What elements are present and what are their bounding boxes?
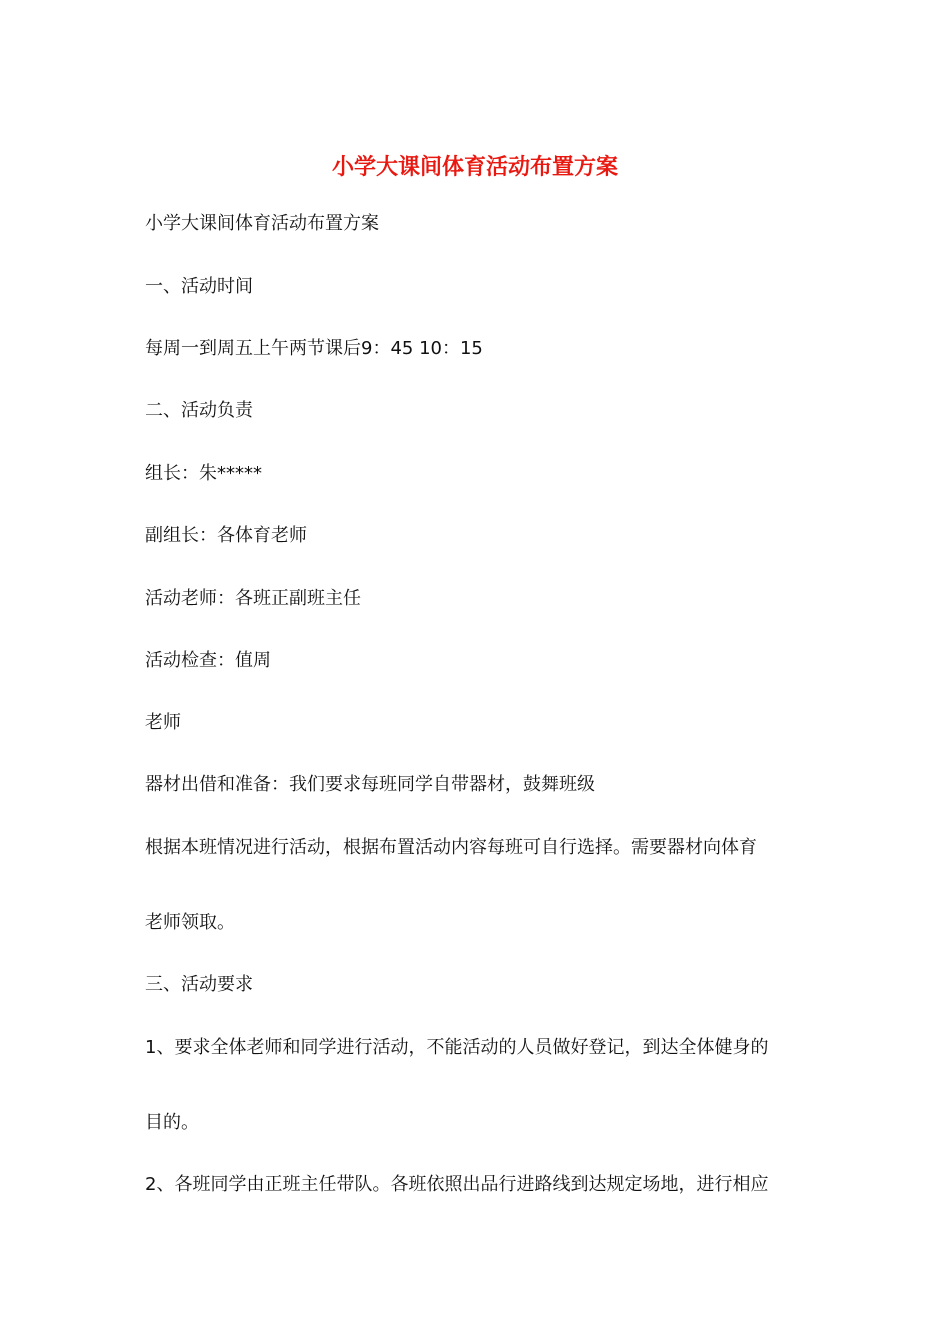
paragraph-line: 组长：朱***** — [145, 463, 262, 484]
paragraph-line: 活动检查：值周 — [145, 650, 271, 671]
paragraph-line: 2、各班同学由正班主任带队。各班依照出品行进路线到达规定场地，进行相应 — [145, 1174, 769, 1195]
section-heading-requirements: 三、活动要求 — [145, 974, 253, 995]
paragraph-line: 副组长：各体育老师 — [145, 525, 307, 546]
paragraph-line: 老师 — [145, 712, 181, 733]
paragraph-line: 目的。 — [145, 1112, 199, 1133]
section-heading-responsible: 二、活动负责 — [145, 400, 253, 421]
section-heading-time: 一、活动时间 — [145, 276, 253, 297]
subtitle-line: 小学大课间体育活动布置方案 — [145, 213, 379, 234]
paragraph-line: 根据本班情况进行活动，根据布置活动内容每班可自行选择。需要器材向体育 — [145, 837, 757, 858]
paragraph-line: 活动老师：各班正副班主任 — [145, 588, 361, 609]
paragraph-line: 每周一到周五上午两节课后9：45 10：15 — [145, 338, 483, 359]
paragraph-line: 器材出借和准备：我们要求每班同学自带器材，鼓舞班级 — [145, 774, 595, 795]
paragraph-line: 老师领取。 — [145, 912, 235, 933]
paragraph-line: 1、要求全体老师和同学进行活动，不能活动的人员做好登记，到达全体健身的 — [145, 1037, 769, 1058]
document-title: 小学大课间体育活动布置方案 — [331, 155, 618, 180]
